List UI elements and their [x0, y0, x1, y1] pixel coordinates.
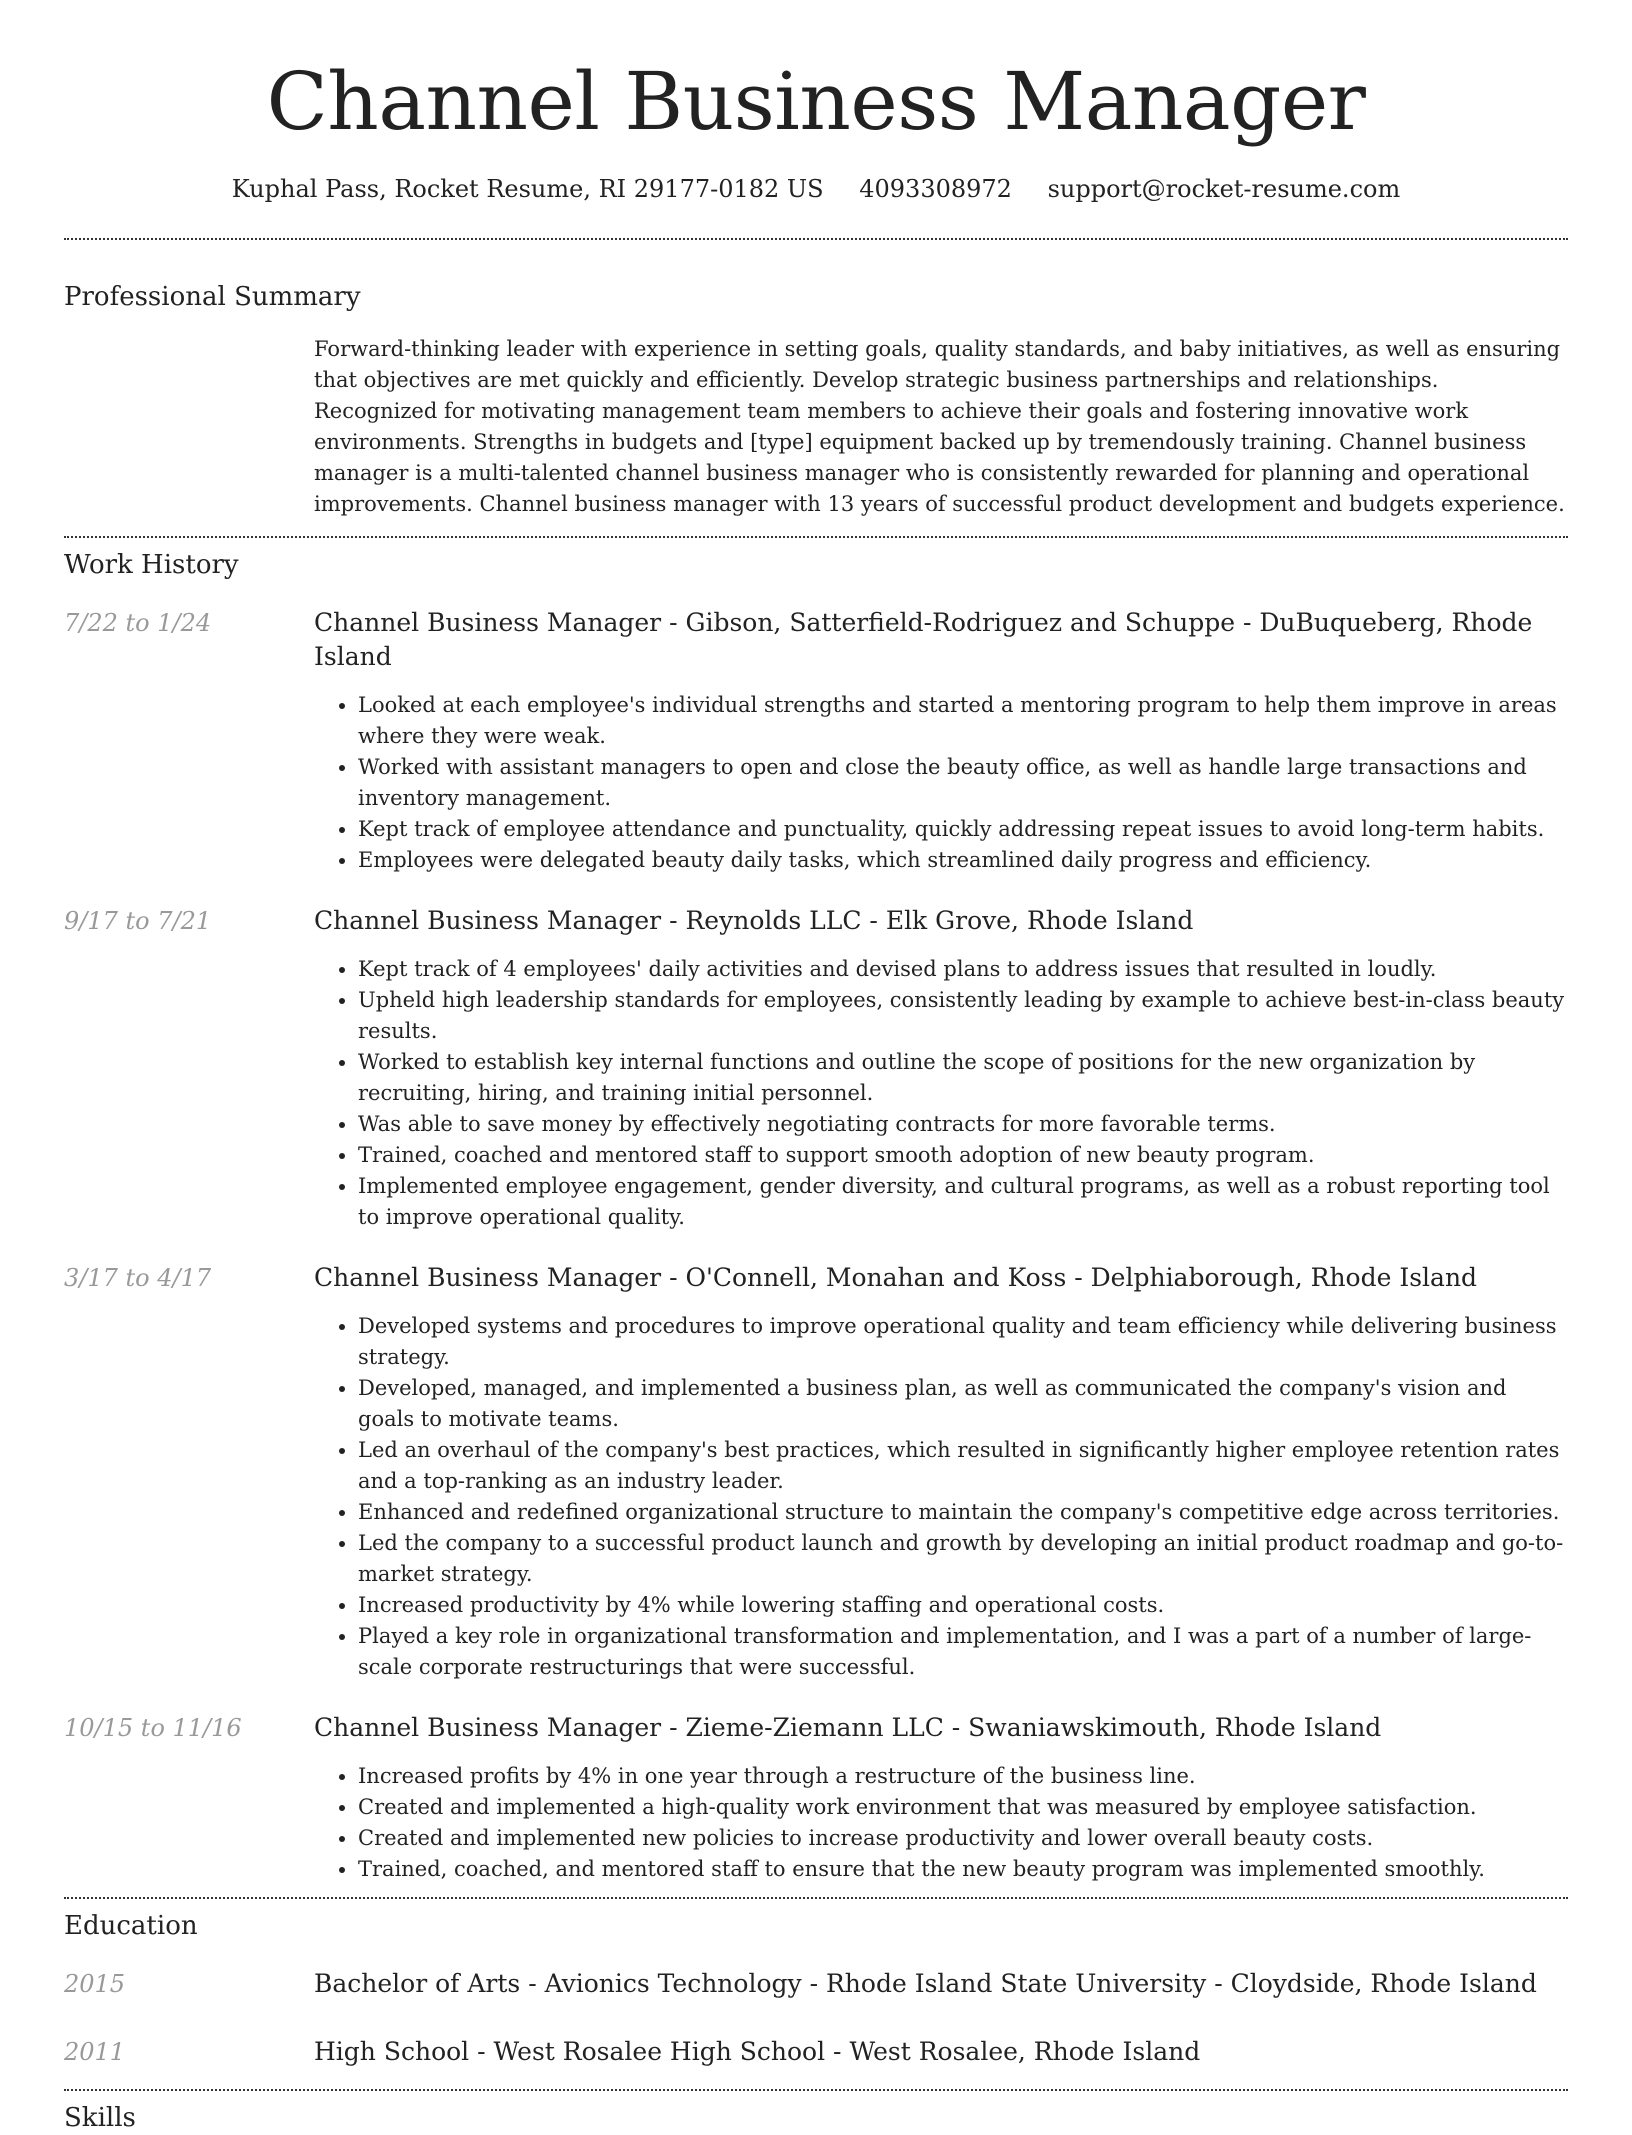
job-dates: 9/17 to 7/21 [64, 907, 212, 935]
job-bullet: • Developed, managed, and implemented a business plan, as well as communicated the company's vision and goals to motivate teams. [358, 1373, 1568, 1435]
job-body [314, 606, 1568, 876]
education-entry [64, 2035, 1568, 2069]
resume-name: Channel Business Manager [266, 55, 1366, 148]
summary-text: Forward-thinking leader with experience in setting goals, quality standards, and baby initiatives, as well as ensuring that objectives are met quickly and efficiently. Develop strategic business partnerships and relationships. Recognized for motivating management team members to achieve their goals and fostering innovative work environments. Strengths in budgets and [type] equipment backed up by tremendously training. Channel business manager is a multi-talented channel business manager who is consistently rewarded for planning and operational improvements. Channel business manager with 13 years of successful product development and budgets experience. [314, 337, 1565, 516]
education-year: 2011 [64, 2038, 126, 2066]
education-heading: Bachelor of Arts - Avionics Technology - Rhode Island State University - Cloydside, Rhode Island [314, 1969, 1537, 1998]
job-entry [64, 606, 1568, 876]
contact-address: Kuphal Pass, Rocket Resume, RI 29177-0182 US [231, 175, 824, 203]
job-heading: Channel Business Manager - Zieme-Ziemann LLC - Swaniawskimouth, Rhode Island [314, 1713, 1382, 1742]
education-section [64, 1909, 1568, 2069]
education-heading: High School - West Rosalee High School - West Rosalee, Rhode Island [314, 2037, 1201, 2066]
job-entry [64, 1261, 1568, 1683]
job-bullet: • Trained, coached and mentored staff to support smooth adoption of new beauty program. [358, 1140, 1568, 1171]
job-bullet: • Developed systems and procedures to improve operational quality and team efficiency while delivering business strategy. [358, 1311, 1568, 1373]
section-divider [64, 238, 1568, 240]
job-bullet: • Led an overhaul of the company's best practices, which resulted in significantly higher employee retention rates and a top-ranking as an industry leader. [358, 1435, 1568, 1497]
job-bullet: • Looked at each employee's individual strengths and started a mentoring program to help them improve in areas where they were weak. [358, 690, 1568, 752]
job-body [314, 904, 1568, 1233]
section-divider [64, 1897, 1568, 1899]
job-bullet: • Kept track of 4 employees' daily activities and devised plans to address issues that resulted in loudly. [358, 954, 1568, 985]
job-bullet: • Created and implemented new policies to increase productivity and lower overall beauty costs. [358, 1823, 1568, 1854]
job-dates: 3/17 to 4/17 [64, 1264, 212, 1292]
job-body [314, 1711, 1568, 1885]
job-dates: 7/22 to 1/24 [64, 609, 212, 637]
job-heading: Channel Business Manager - O'Connell, Monahan and Koss - Delphiaborough, Rhode Island [314, 1263, 1478, 1292]
job-heading: Channel Business Manager - Reynolds LLC - Elk Grove, Rhode Island [314, 906, 1194, 935]
job-bullets [314, 1311, 1568, 1683]
education-body [314, 2035, 1568, 2069]
job-bullet: • Was able to save money by effectively negotiating contracts for more favorable terms. [358, 1109, 1568, 1140]
job-bullet: • Trained, coached, and mentored staff to ensure that the new beauty program was implemented smoothly. [358, 1854, 1568, 1885]
job-bullet: • Increased profits by 4% in one year through a restructure of the business line. [358, 1761, 1568, 1792]
job-bullet: • Worked with assistant managers to open and close the beauty office, as well as handle large transactions and inventory management. [358, 752, 1568, 814]
summary-section [64, 280, 1568, 520]
work-history-title: Work History [64, 550, 239, 580]
job-heading: Channel Business Manager - Gibson, Satterfield-Rodriguez and Schuppe - DuBuqueberg, Rhode Island [314, 608, 1533, 671]
contact-phone: 4093308972 [859, 175, 1012, 203]
job-bullets [314, 690, 1568, 876]
job-bullets [314, 1761, 1568, 1885]
work-list [64, 606, 1568, 1885]
job-dates: 10/15 to 11/16 [64, 1714, 242, 1742]
job-bullet: • Created and implemented a high-quality work environment that was measured by employee satisfaction. [358, 1792, 1568, 1823]
job-bullet: • Employees were delegated beauty daily tasks, which streamlined daily progress and efficiency. [358, 845, 1568, 876]
job-bullet: • Upheld high leadership standards for employees, consistently leading by example to achieve best-in-class beauty results. [358, 985, 1568, 1047]
contact-line [64, 172, 1568, 206]
work-history-section [64, 548, 1568, 1885]
summary-title: Professional Summary [64, 282, 361, 312]
job-body [314, 1261, 1568, 1683]
education-list [64, 1967, 1568, 2069]
skills-title: Skills [64, 2103, 136, 2133]
education-body [314, 1967, 1568, 2001]
contact-email: support@rocket-resume.com [1047, 175, 1401, 203]
section-divider [64, 536, 1568, 538]
job-entry [64, 1711, 1568, 1885]
education-title: Education [64, 1911, 198, 1941]
job-bullet: • Implemented employee engagement, gender diversity, and cultural programs, as well as a robust reporting tool to improve operational quality. [358, 1171, 1568, 1233]
education-entry [64, 1967, 1568, 2001]
job-entry [64, 904, 1568, 1233]
job-bullet: • Increased productivity by 4% while lowering staffing and operational costs. [358, 1590, 1568, 1621]
education-year: 2015 [64, 1970, 126, 1998]
job-bullet: • Enhanced and redefined organizational structure to maintain the company's competitive edge across territories. [358, 1497, 1568, 1528]
job-bullet: • Led the company to a successful product launch and growth by developing an initial product roadmap and go-to-market strategy. [358, 1528, 1568, 1590]
job-bullet: • Played a key role in organizational transformation and implementation, and I was a part of a number of large-scale corporate restructurings that were successful. [358, 1621, 1568, 1683]
section-divider [64, 2089, 1568, 2091]
job-bullet: • Worked to establish key internal functions and outline the scope of positions for the new organization by recruiting, hiring, and training initial personnel. [358, 1047, 1568, 1109]
job-bullet: • Kept track of employee attendance and punctuality, quickly addressing repeat issues to avoid long-term habits. [358, 814, 1568, 845]
job-bullets [314, 954, 1568, 1233]
